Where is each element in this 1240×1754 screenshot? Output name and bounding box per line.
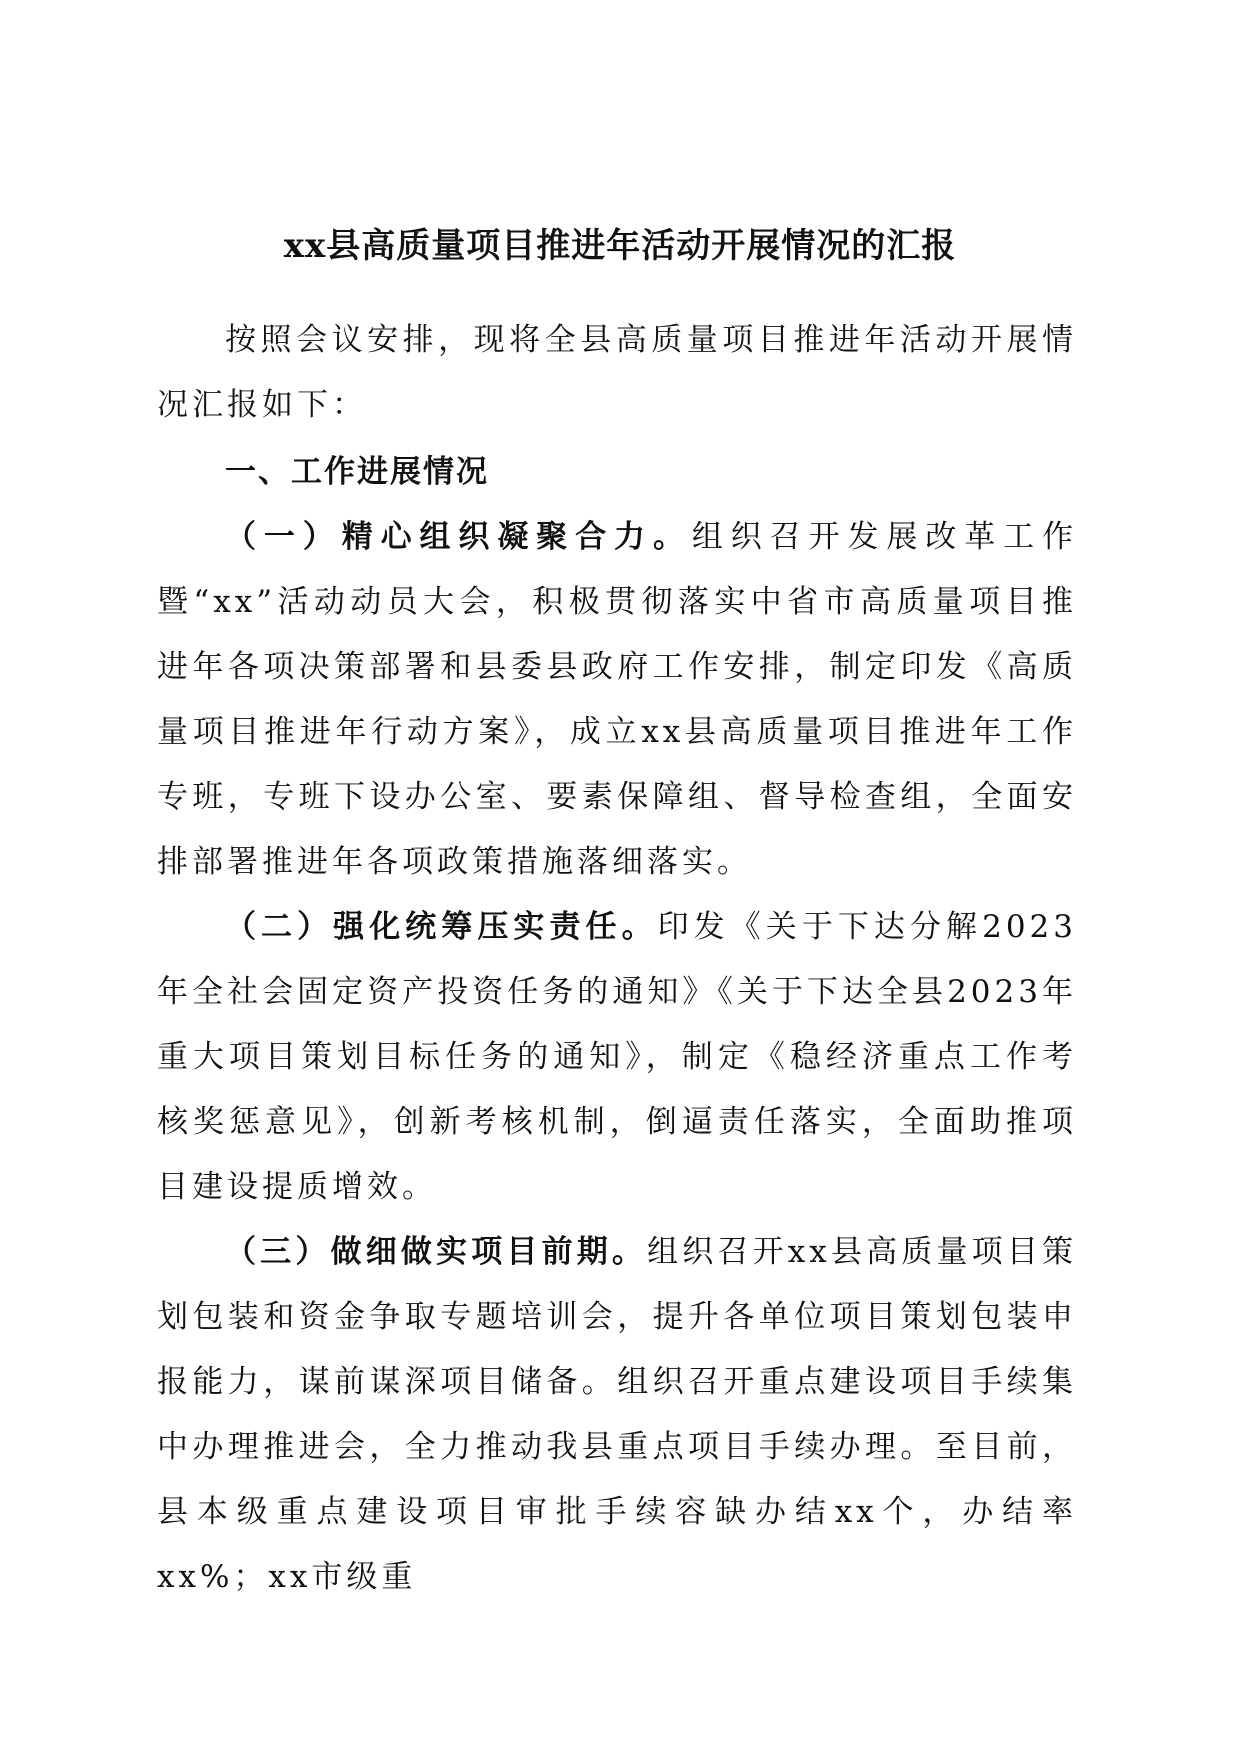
paragraph-3-text: 组织召开xx县高质量项目策划包装和资金争取专题培训会，提升各单位项目策划包装申报能力，谋前谋深项目储备。组织召开重点建设项目手续集中办理推进会，全力推动我县重点项目手续办理。至目前，县本级重点建设项目审批手续容缺办结xx个，办结率xx%；xx市级重 <box>157 1234 1078 1595</box>
document-body <box>157 308 1077 1610</box>
paragraph-1 <box>157 505 1077 895</box>
document-title: xx县高质量项目推进年活动开展情况的汇报 <box>283 226 957 266</box>
paragraph-1-lead: （一）精心组织凝聚合力。 <box>225 519 692 555</box>
section-heading: 一、工作进展情况 <box>225 454 489 490</box>
paragraph-1-text: 组织召开发展改革工作暨“xx”活动动员大会，积极贯彻落实中省市高质量项目推进年各项决策部署和县委县政府工作安排，制定印发《高质量项目推进年行动方案》，成立xx县高质量项目推进年工作专班，专班下设办公室、要素保障组、督导检查组，全面安排部署推进年各项政策措施落细落实。 <box>157 519 1078 880</box>
paragraph-2-text: 印发《关于下达分解2023年全社会固定资产投资任务的通知》《关于下达全县2023年重大项目策划目标任务的通知》，制定《稳经济重点工作考核奖惩意见》，创新考核机制，倒逼责任落实，全面助推项目建设提质增效。 <box>157 909 1077 1205</box>
intro-paragraph: 按照会议安排，现将全县高质量项目推进年活动开展情况汇报如下： <box>157 322 1077 423</box>
paragraph-2-lead: （二）强化统筹压实责任。 <box>225 909 658 945</box>
paragraph-3 <box>157 1220 1077 1610</box>
paragraph-3-lead: （三）做细做实项目前期。 <box>225 1234 648 1270</box>
paragraph-2 <box>157 895 1077 1220</box>
